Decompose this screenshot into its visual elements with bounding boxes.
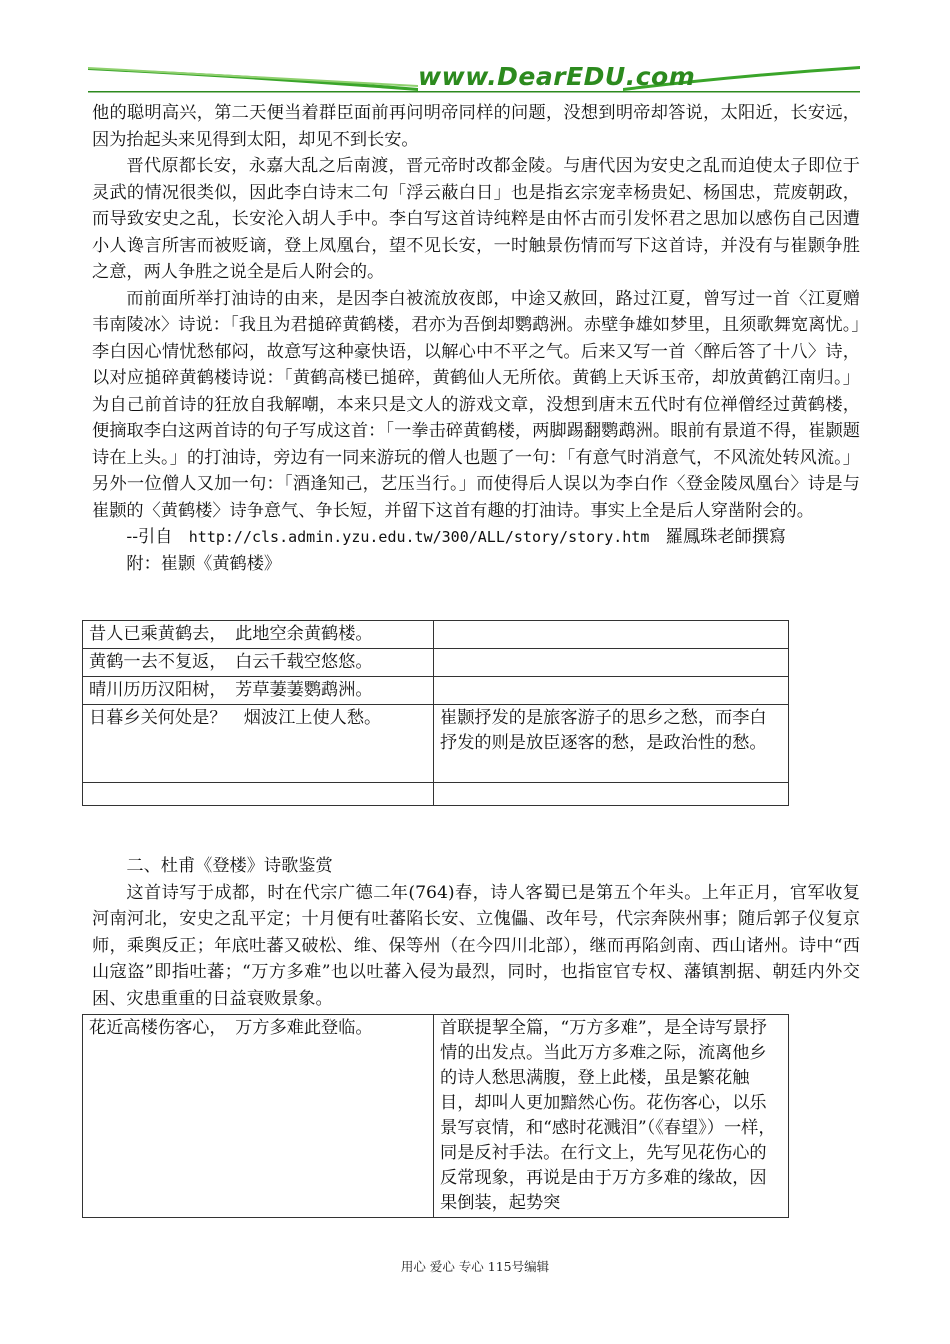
paragraph: 他的聪明高兴，第二天便当着群臣面前再问明帝同样的问题，没想到明帝却答说，太阳近，长安远，因为抬起头来见得到太阳，却见不到长安。 — [92, 103, 860, 150]
site-header-banner — [88, 58, 860, 98]
paragraph: 而前面所举打油诗的由来，是因李白被流放夜郎，中途又赦回，路过江夏，曾写过一首〈江夏赠韦南陵冰〉诗说：「我且为君搥碎黄鹤楼，君亦为吾倒却鹦鹉洲。赤壁争雄如梦里，且须歌舞宽离忧。」李白因心情忧愁郁闷，故意写这种豪快语，以解心中不平之气。后来又写一首〈醉后答了十八〉诗，以对应搥碎黄鹤楼诗说：「黄鹤高楼已搥碎，黄鹤仙人无所依。黄鹤上天诉玉帝，却放黄鹤江南归。」为自己前首诗的狂放自我解嘲，本来只是文人的游戏文章，没想到唐末五代时有位禅僧经过黄鹤楼，便摘取李白这两首诗的句子写成这首：「一拳击碎黄鹤楼，两脚踢翻鹦鹉洲。眼前有景道不得，崔颢题诗在上头。」的打油诗，旁边有一同来游玩的僧人也题了一句：「有意气时消意气，不风流处转风流。」另外一位僧人又加一句：「酒逢知己，艺压当行。」而使得后人误以为李白作〈登金陵凤凰台〉诗是与崔颢的〈黄鹤楼〉诗争意气、争长短，并留下这首有趣的打油诗。事实上全是后人穿凿附会的。 — [92, 288, 860, 521]
poem-cell: 日暮乡关何处是？ 烟波江上使人愁。 — [83, 705, 434, 783]
table-row — [83, 621, 789, 649]
appendix-label: 附：崔颢《黄鹤楼》 — [126, 553, 282, 574]
citation-prefix: --引自 — [126, 527, 173, 547]
note-cell — [434, 649, 789, 677]
table-row — [83, 1015, 789, 1218]
table-row — [83, 677, 789, 705]
section-heading: 二、杜甫《登楼》诗歌鉴赏 — [126, 856, 333, 876]
note-cell — [434, 783, 789, 806]
citation-line — [92, 524, 860, 551]
poem-cell — [83, 783, 434, 806]
poem-cell: 昔人已乘黄鹤去， 此地空余黄鹤楼。 — [83, 621, 434, 649]
note-cell — [434, 621, 789, 649]
paragraph: 晋代原都长安，永嘉大乱之后南渡，晋元帝时改都金陵。与唐代因为安史之乱而迫使太子即位于灵武的情况很类似，因此李白诗末二句「浮云蔽白日」也是指玄宗宠幸杨贵妃、杨国忠，荒废朝政，而导致安史之乱，长安沦入胡人手中。李白写这首诗纯粹是由怀古而引发怀君之思加以感伤自己因遭小人谗言所害而被贬谪，登上凤凰台，望不见长安，一时触景伤情而写下这首诗，并没有与崔颢争胜之意，两人争胜之说全是后人附会的。 — [92, 156, 860, 282]
table-row — [83, 705, 789, 783]
article-body — [92, 100, 860, 577]
paragraph: 这首诗写于成都，时在代宗广德二年(764)春，诗人客蜀已是第五个年头。上年正月，官军收复河南河北，安史之乱平定；十月便有吐蕃陷长安、立傀儡、改年号，代宗奔陕州事；随后郭子仪复京师，乘舆反正；年底吐蕃又破松、维、保等州（在今四川北部），继而再陷剑南、西山诸州。诗中“西山寇盗”即指吐蕃；“万方多难”也以吐蕃入侵为最烈，同时，也指宦官专权、藩镇割据、朝廷内外交困、灾患重重的日益衰败景象。 — [92, 882, 860, 1009]
poem-cell: 黄鹤一去不复返， 白云千载空悠悠。 — [83, 649, 434, 677]
poem-table-huanghelou — [82, 620, 789, 806]
citation-url[interactable]: http://cls.admin.yzu.edu.tw/300/ALL/story/story.htm — [188, 528, 650, 546]
citation-author: 羅鳳珠老師撰寫 — [665, 527, 787, 547]
page-footer: 用心 爱心 专心 115号编辑 — [400, 1259, 550, 1274]
section-dengLou — [92, 853, 860, 1012]
note-cell — [434, 677, 789, 705]
site-logo-text[interactable]: www.DearEDU.com — [418, 62, 696, 91]
poem-cell: 花近高楼伤客心， 万方多难此登临。 — [83, 1015, 434, 1218]
poem-table-denglou — [82, 1014, 789, 1218]
table-row — [83, 649, 789, 677]
note-cell: 崔颢抒发的是旅客游子的思乡之愁，而李白抒发的则是放臣逐客的愁，是政治性的愁。 — [434, 705, 789, 783]
note-cell: 首联提挈全篇，“万方多难”，是全诗写景抒情的出发点。当此万方多难之际，流离他乡的诗人愁思满腹，登上此楼，虽是繁花触目，却叫人更加黯然心伤。花伤客心，以乐景写哀情，和“感时花溅泪”（《春望》）一样，同是反衬手法。在行文上，先写见花伤心的反常现象，再说是由于万方多难的缘故，因果倒装，起势突 — [434, 1015, 789, 1218]
table-row — [83, 783, 789, 806]
poem-cell: 晴川历历汉阳树， 芳草萋萋鹦鹉洲。 — [83, 677, 434, 705]
